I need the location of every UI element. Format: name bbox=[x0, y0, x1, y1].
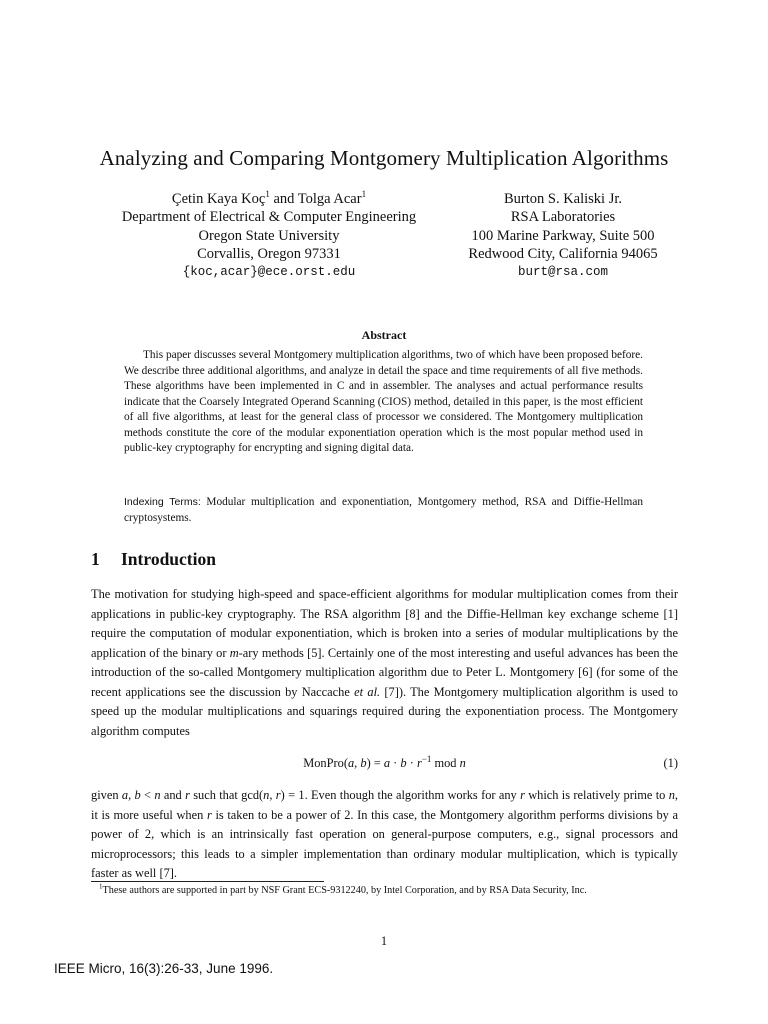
paper-title: Analyzing and Comparing Montgomery Multiplication Algorithms bbox=[99, 146, 669, 170]
author-city: Redwood City, California 94065 bbox=[468, 245, 658, 262]
section-number: 1 bbox=[91, 549, 100, 569]
footnote bbox=[91, 883, 678, 898]
indexing-terms bbox=[124, 495, 643, 526]
equation-body: MonPro(a, $b) = a \cdot b \cdot r^{-1}$ mod n bbox=[303, 753, 466, 770]
equation-1 bbox=[91, 753, 678, 774]
equation-number: (1) bbox=[663, 756, 678, 770]
text-run: such that gcd( bbox=[189, 788, 264, 802]
footnote-text: These authors are supported in part by NSF Grant ECS-9312240, by Intel Corporation, and by RSA Data Security, Inc. bbox=[102, 885, 587, 896]
indexing-terms-label: Indexing Terms: bbox=[124, 496, 201, 508]
footnote-rule bbox=[91, 881, 324, 882]
section-heading bbox=[91, 549, 216, 570]
author-name-koc: Çetin Kaya Koç bbox=[171, 191, 266, 207]
author-city: Corvallis, Oregon 97331 bbox=[197, 245, 341, 262]
text-run: , it is more useful when bbox=[91, 788, 678, 822]
footnote-mark: 1 bbox=[361, 189, 367, 200]
math-var: m bbox=[229, 645, 239, 660]
author-email: burt@rsa.com bbox=[517, 265, 608, 280]
author-street: 100 Marine Parkway, Suite 500 bbox=[471, 227, 655, 244]
abstract-text: This paper discusses several Montgomery multiplication algorithms, two of which have been proposed before. We describe three additional algorithms, and analyze in detail the space and time requirements of all five methods. These algorithms have been implemented in C and in assembler. The analyses and actual performance results indicate that the Coarsely Integrated Operand Scanning (CIOS) method, detailed in this paper, is the most efficient of all five algorithms, at least for the general class of processor we considered. The Montgomery multiplication methods constitute the core of the modular exponentiation operation which is the most popular method used in public-key cryptography for encrypting and signing digital data. bbox=[124, 349, 643, 454]
text-run: -ary methods [5]. Certainly one of the most interesting and useful advances has been the introduction of the so-called Montgomery multiplication algorithm due to Peter L. Montgomery [6] (for some of the recent applications see the discussion by Naccache bbox=[91, 645, 678, 699]
section-title: Introduction bbox=[121, 549, 216, 569]
author-name-acar: and Tolga Acar bbox=[269, 191, 362, 207]
text-run: ) = 1. Even though the algorithm works for any bbox=[280, 788, 521, 802]
author-email: {koc,acar}@ece.orst.edu bbox=[182, 265, 356, 280]
journal-citation: IEEE Micro, 16(3):26-33, June 1996. bbox=[54, 961, 274, 976]
author-block-right bbox=[452, 190, 674, 281]
author-name-kaliski: Burton S. Kaliski Jr. bbox=[503, 191, 623, 207]
indexing-terms-text: Modular multiplication and exponentiation, Montgomery method, RSA and Diffie-Hellman cryptosystems. bbox=[124, 496, 643, 524]
text-run: which is relatively prime to bbox=[524, 788, 669, 802]
text-run: [7]). The Montgomery multiplication algorithm is used to speed up the modular multiplications and squarings required during the exponentiation process. The Montgomery algorithm computes bbox=[91, 684, 678, 738]
page-number: 1 bbox=[380, 934, 388, 948]
intro-paragraph-2: given a, b < n and r such that gcd(n, r) = 1. Even though the algorithm works for any r which is relatively prime to n, it is more useful when r is taken to be a power of 2. In this case, the Montgomery algorithm performs divisions by a power of 2, which is an intrinsically fast operation on general-purpose computers, e.g., signal processors and microprocessors; this leads to a simpler implementation than ordinary modular multiplication, which is typically faster as well [7]. bbox=[91, 788, 678, 880]
text-run: is taken to be a power of 2. In this case, the Montgomery algorithm performs divisions by a power of 2, which is an intrinsically fast operation on general-purpose computers, e.g., signal processors and microprocessors; this leads to a simpler implementation than ordinary modular multiplication, which is typically faster as well [7]. bbox=[91, 807, 678, 880]
author-department: Department of Electrical & Computer Engineering bbox=[121, 209, 417, 226]
footnote-mark: 1 bbox=[99, 882, 103, 891]
text-run: The motivation for studying high-speed and space-efficient algorithms for modular multiplication comes from their applications in public-key cryptography. The RSA algorithm [8] and the Diffie-Hellman key exchange scheme [1] require the computation of modular exponentiation, which is broken into a series of modular multiplications by the application of the binary or bbox=[91, 587, 678, 660]
footnote-mark: 1 bbox=[265, 189, 270, 200]
text-run: and bbox=[160, 788, 186, 802]
author-block-left bbox=[100, 190, 438, 281]
author-names bbox=[100, 190, 438, 208]
intro-paragraph-1 bbox=[91, 585, 678, 741]
author-university: Oregon State University bbox=[198, 227, 340, 244]
author-organization: RSA Laboratories bbox=[510, 209, 616, 226]
text-run-italic: et al. bbox=[354, 684, 381, 699]
text-run: given bbox=[91, 788, 122, 802]
abstract-heading: Abstract bbox=[361, 328, 407, 342]
